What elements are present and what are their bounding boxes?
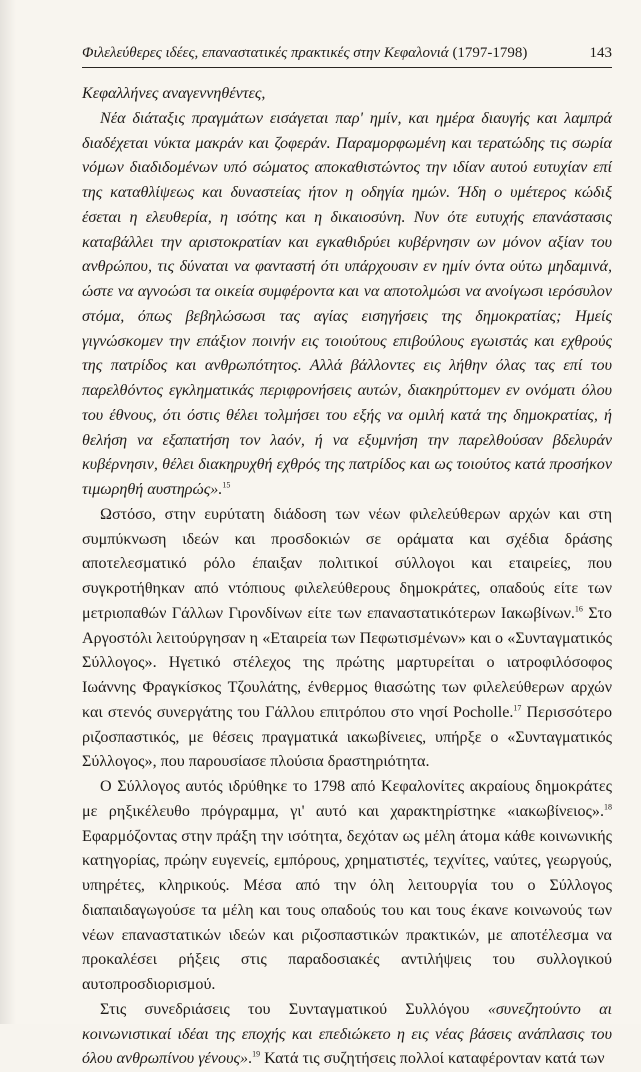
footnote-marker-16: 16 xyxy=(574,604,583,614)
paragraph-1-text-a: Ωστόσο, στην ευρύτατη διάδοση των νέων φιλελεύθερων αρχών και στη συμπύκνωση ιδεών και προσδοκιών σε οράματα και σχέδια δράσης αποτελεσματικό ρόλο έπαιξαν πολιτικοί σύλλογοι και εταιρείες, που συγκροτήθηκαν από ντόπιους φιλελεύθερους δημοκράτες, οπαδούς είτε των μετριοπαθών Γάλλων Γιρονδίνων είτε των επαναστατικότερων Ιακωβίνων. xyxy=(82,505,612,622)
header-title: Φιλελεύθερες ιδέες, επαναστατικές πρακτικές στην Κεφαλονιά xyxy=(82,45,449,61)
footnote-marker-18: 18 xyxy=(604,802,612,812)
quote-salutation: Κεφαλλήνες αναγεννηθέντες, xyxy=(82,85,266,102)
paragraph-1-text-c: Περισσότερο ριζοσπαστικός, με θέσεις πραγματικά ιακωβίνειες, υπήρξε ο «Συνταγματικός Σύλλογος», που παρουσίασε πλούσια δραστηριότητα. xyxy=(82,703,612,771)
page-number: 143 xyxy=(589,45,612,61)
paragraph-3-quoted-phrase: «συνεζητούντο αι κοινωνιστικαί ιδέαι της εποχής και επεδιώκετο η εις νέας βάσεις ανάπλασις του όλου ανθρωπίνου γένους» xyxy=(82,1000,613,1068)
header-years: (1797-1798) xyxy=(452,45,528,61)
quoted-proclamation-text: Νέα διάταξις πραγμάτων εισάγεται παρ' ημίν, και ημέρα διαυγής και λαμπρά διαδέχεται νύκτα μακράν και ζοφεράν. Παραμορφωμένη και τερατώδης τις σωρία νόμων διαδιδομένων υπό σώματος αποκαθιστώντος την ιδίαν αυτού ευτυχίαν επί της καταθλίψεως και δυναστείας ήτον η οδηγία ημών. Ήδη ο υμέτερος κώδιξ έσεται η ελευθερία, η ισότης και η δικαιοσύνη. Νυν ότε ευτυχής επανάστασις καταβάλλει την αριστοκρατίαν και εγκαθιδρύει κυβέρνησιν ων μόνον αξίαν του ανθρώπου, τις δύναται να φανταστή ότι υπάρχουσιν εν ημίν όντα ούτω μηδαμινά, ώστε να αγνοώσι τα οικεία συμφέροντα και να αποτολμώσι να ανοίγωσι ιερόσυλον στόμα, όπως βεβηλώσωσι τας αγίας εισηγήσεις της δημοκρατίας; Ημείς γιγνώσκομεν την επάξιον ποινήν εις τοιούτους επιβούλους εγωιστάς και εχθρούς της πατρίδος και ανθρωπότητος. Αλλά βάλλοντες εις λήθην όλας τας επί του παρελθόντος εγκληματικάς περιφρονήσεις αυτών, διακηρύττομεν εν ονόματι όλου του έθνους, ότι όστις θέλει τολμήσει του εξής να ομιλή κατά της δημοκρατίας, ή θελήση να εξαπατήση τον λαόν, ή να εξυμνήση την παρελθούσαν βδελυράν κυβέρνησιν, θέλει διακηρυχθή εχθρός της πατρίδος και ως τοιούτος κατά προσήκον τιμωρηθή αυστηρώς». xyxy=(82,109,612,498)
footnote-marker-19: 19 xyxy=(252,1049,261,1059)
footnote-marker-17: 17 xyxy=(513,703,522,713)
paragraph-1-text-b: Στο Αργοστόλι λειτούργησαν η «Εταιρεία των Πεφωτισμένων» και ο «Συνταγματικός Σύλλογος». Ηγετικό στέλεχος της πρώτης μαρτυρείται ο ιατροφιλόσοφος Ιωάννης Φραγκίσκος Τζουλάτης, ένθερμος θιασώτης των φιλελεύθερων αρχών και στενός συνεργάτης του Γάλλου επιτρόπου στο νησί Pocholle. xyxy=(82,604,612,721)
paragraph-2 xyxy=(82,775,612,998)
body-text xyxy=(82,82,612,1072)
paragraph-2-text-b: Εφαρμόζοντας στην πράξη την ισότητα, δεχόταν ως μέλη άτομα κάθε κοινωνικής κατηγορίας, πρώην ευγενείς, εμπόρους, χρηματιστές, τεχνίτες, ναύτες, γεωργούς, υπηρέτες, κληρικούς. Μέσα από την όλη λειτουργία του ο Σύλλογος διαπαιδαγωγούσε τα μέλη και τους οπαδούς του και τους έκανε κοινωνούς των νέων επαναστατικών ιδεών και ριζοσπαστικών πρακτικών, με αποτέλεσμα να προκαλέσει ρήξεις στις παραδοσιακές αντιλήψεις του συλλογικού αυτοπροσδιορισμού. xyxy=(82,827,612,993)
paragraph-3 xyxy=(82,998,612,1072)
scan-edge-shadow xyxy=(0,0,16,1024)
paragraph-3-text-c: Κατά τις συζητήσεις πολλοί καταφέρονταν κατά των xyxy=(260,1050,605,1068)
paragraph-2-text-a: Ο Σύλλογος αυτός ιδρύθηκε το 1798 από Κεφαλονίτες ακραίους δημοκράτες με ρηξικέλευθο πρόγραμμα, γι' αυτό και χαρακτηρίστηκε «ιακωβίνειος». xyxy=(82,778,612,820)
header-title-line xyxy=(82,44,527,62)
paragraph-3-text-a: Στις συνεδριάσεις του Συνταγματικού Συλλόγου xyxy=(100,1000,488,1018)
quoted-proclamation xyxy=(82,107,612,503)
paragraph-1 xyxy=(82,503,612,775)
running-header xyxy=(82,43,612,68)
paragraph-3-period: . xyxy=(248,1050,253,1068)
footnote-marker-15: 15 xyxy=(222,480,231,490)
